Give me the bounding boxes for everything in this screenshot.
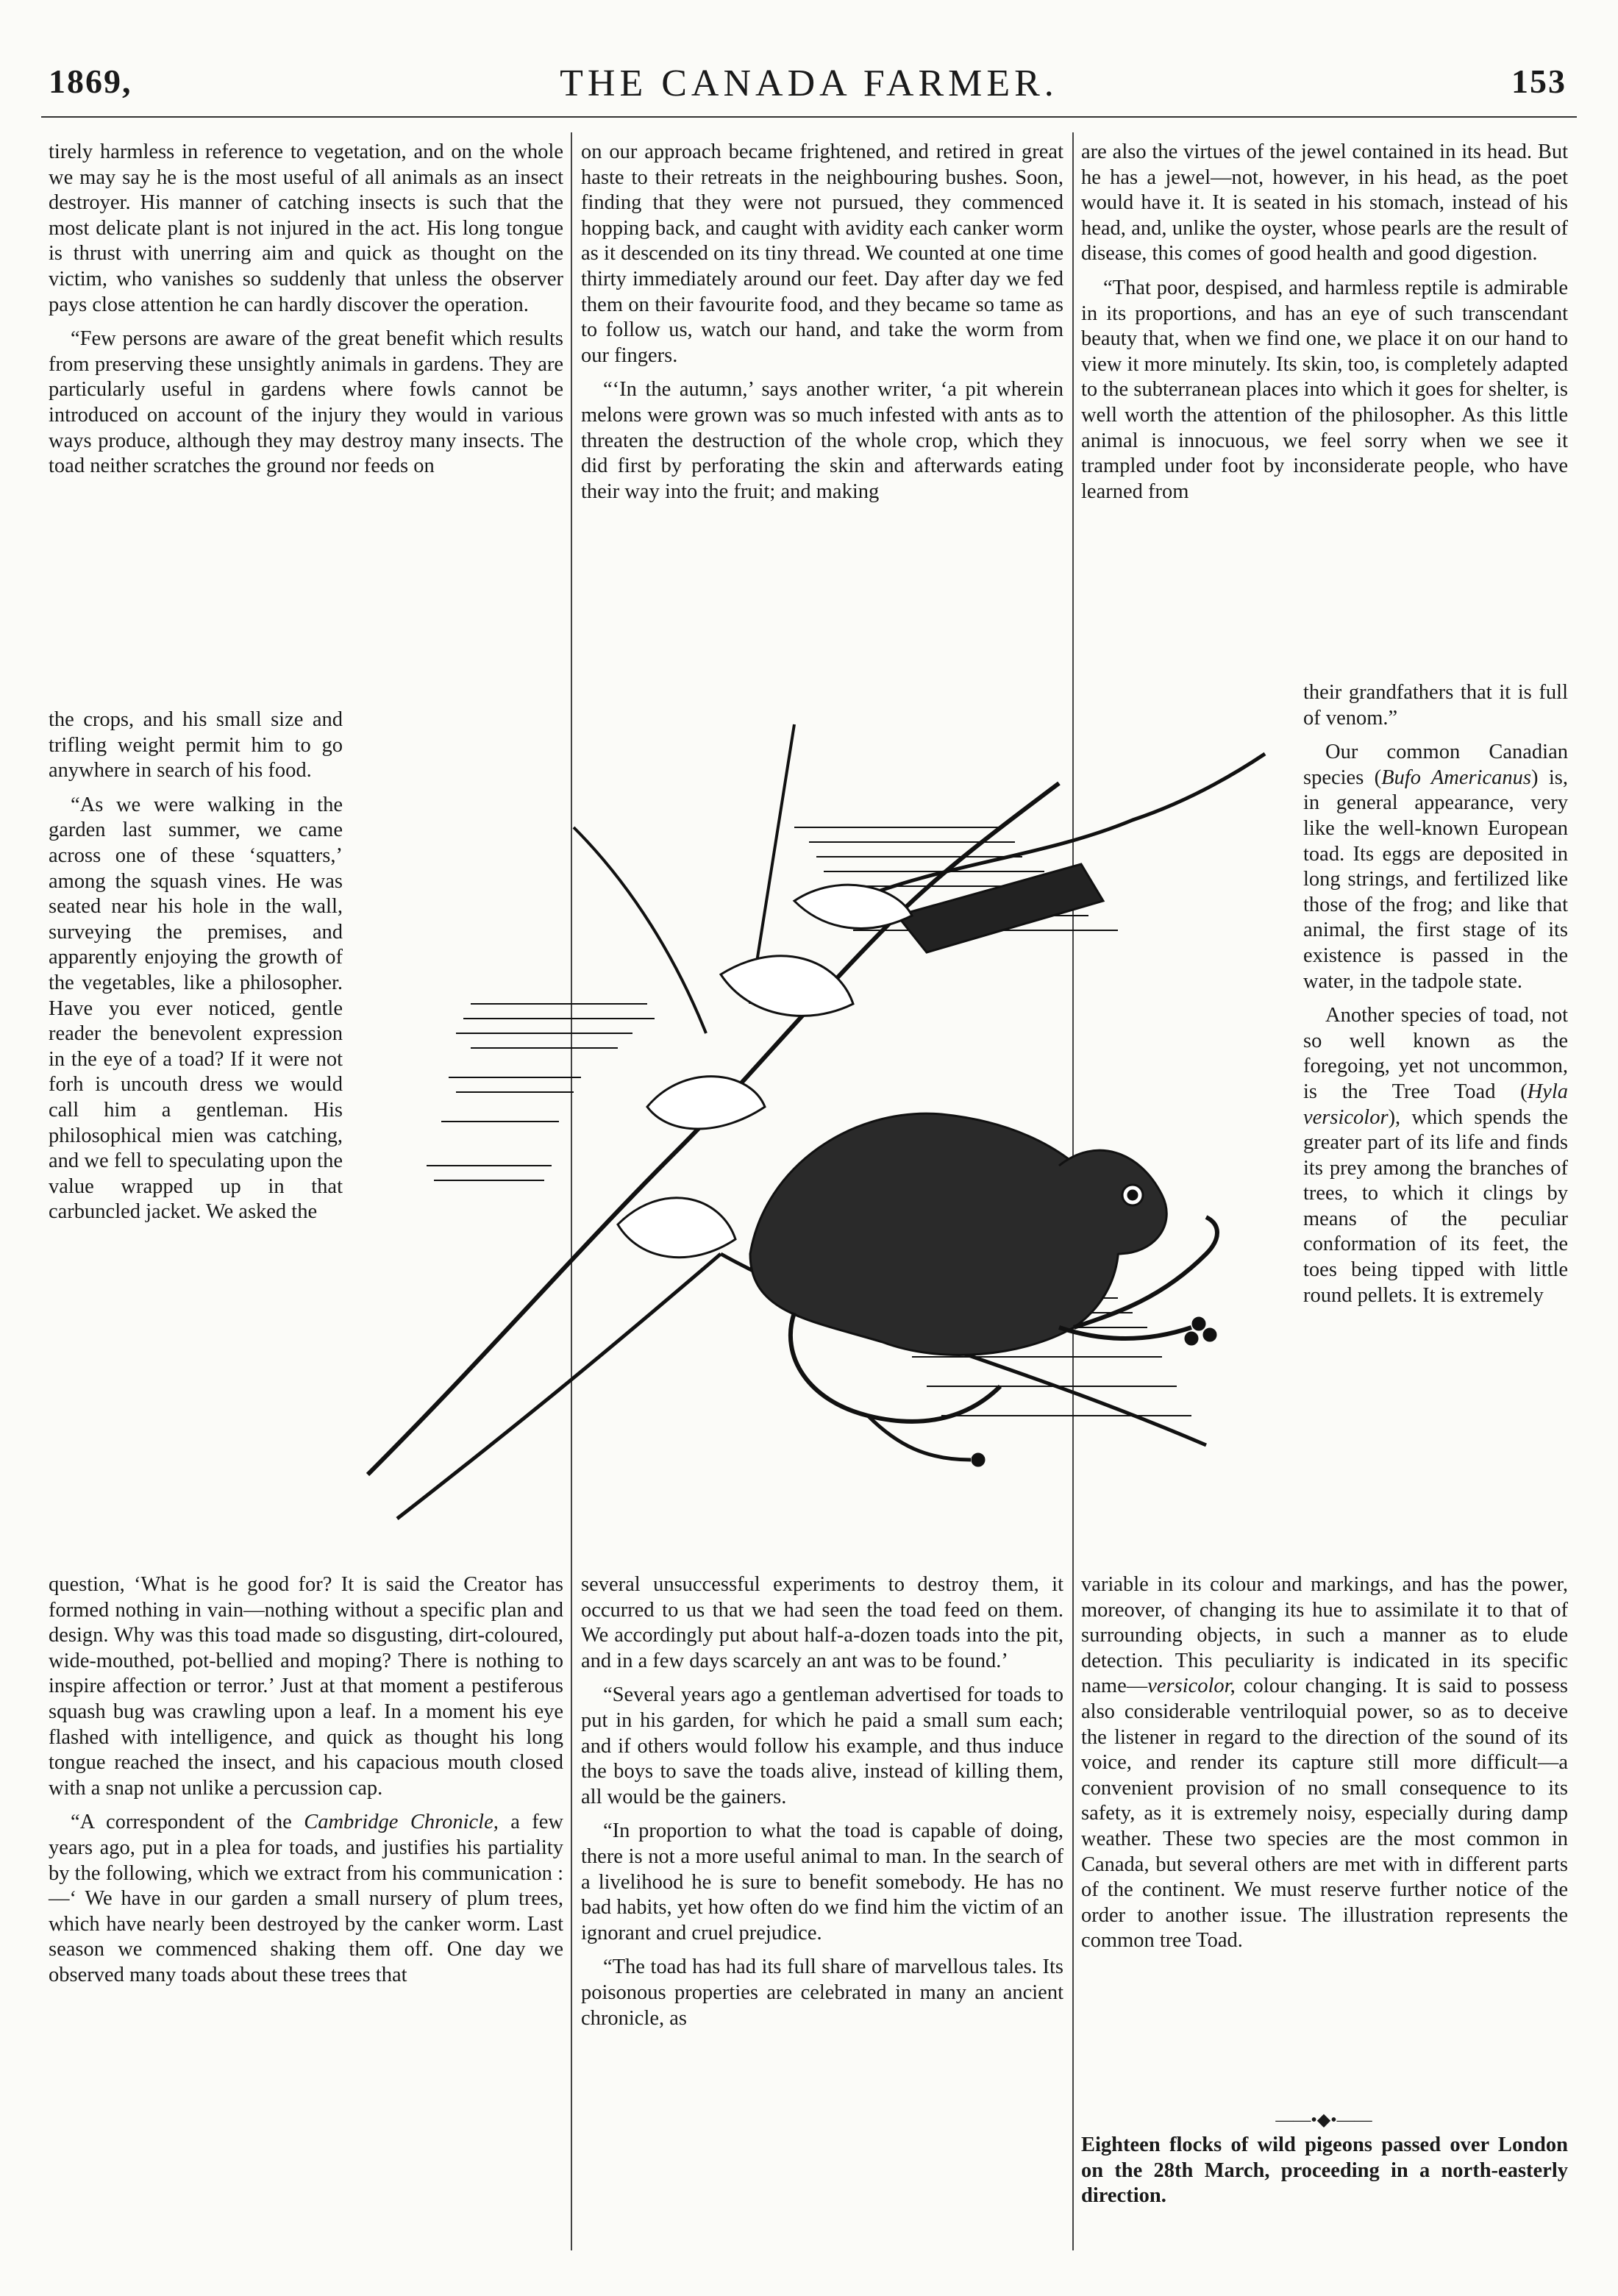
text-run: ), which spends the greater part of its life and finds its prey among the branches of trees, to which it clings by means of the peculiar conformation of its feet, the toes being tipped with little round pellets. It is extremely [1303,1105,1568,1307]
text-run: Our common Canadian species ( [1303,741,1568,789]
paragraph: are also the virtues of the jewel contained in its head. But he has a jewel—not, however, in his head, as the poet would have it. It is seated in his stomach, instead of his head, and, unlike the oyster, whose pearls are the result of disease, this comes of good health and good digestion. [1081,140,1568,265]
paragraph: tirely harmless in reference to vegetation, and on the whole we may say he is the most useful of all animals as an insect destroyer. His manner of catching insects is such that the most delicate plant is not injured in the act. His long tongue is thrust with unerring aim and quick as thought on the victim, who vanishes so suddenly that unless the observer pays close attention he can hardly discover the operation. [49,140,563,316]
paragraph: Eighteen flocks of wild pigeons passed over London on the 28th March, proceeding in a north-easterly direction. [1081,2133,1568,2208]
section-ornament: ——•◆•—— [1275,2111,1372,2130]
text-run: colour changing. It is said to possess also considerable ventriloquial power, so as to deceive the listener in regard to the direction of the sound of its voice, and render its capture still more difficult—a convenient provision of no small consequence to its safety, as it is extremely noisy, especially during damp weather. These two species are the most common in Canada, but several others are met with in different parts of the continent. We must reserve further notice of the order to another issue. The illustration represents the common tree Toad. [1081,1675,1568,1953]
column-1-top [49,140,563,479]
paragraph [1081,1572,1568,1954]
page-number: 153 [1511,63,1567,100]
paragraph: the crops, and his small size and trifling weight permit him to go anywhere in search of his food. [49,708,343,782]
tree-toad-illustration [338,695,1309,1566]
text-run: variable in its colour and markings, and has the power, moreover, of changing its hue to assimilate it to that of surrounding objects, in such a manner as to elude detection. This peculiarity is indicated in its specific name— [1081,1573,1568,1698]
paragraph: “In proportion to what the toad is capable of doing, there is not a more useful animal to man. In the search of a livelihood he is sure to benefit somebody. He has no bad habits, yet how often do we find him the victim of an ignorant and cruel prejudice. [581,1819,1063,1944]
publication-title: Cambridge Chronicle, [304,1811,499,1834]
paragraph: on our approach became frightened, and retired in great haste to their retreats in the neighbouring bushes. Soon, finding that they were not pursued, they commenced hopping back, and caught with avidity each canker worm as it descended on its tiny thread. We counted at one time thirty immediately around our feet. Day after day we fed them on their favourite food, and they became so tame as to follow us, watch our hand, and take the worm from our fingers. [581,140,1063,367]
paragraph: “Several years ago a gentleman advertised for toads to put in his garden, for which he paid a small sum each; and if others would follow his example, and thus induce the boys to save the toads alive, instead of killing them, all would be the gainers. [581,1683,1063,1808]
news-note [1081,2133,1568,2209]
paragraph: “That poor, despised, and harmless reptile is admirable in its proportions, and has an eye of such transcendant beauty that, when we find one, we place it on our hand to view it more minutely. Its skin, too, is completely adapted to the subterranean places into which it goes for shelter, is well worth the attention of the philosopher. As this little animal is innocuous, we feel sorry when we see it trampled under foot by inconsiderate people, who have learned from [1081,276,1568,503]
column-1-bottom [49,1572,563,1989]
paragraph [1303,1003,1568,1308]
paragraph [1303,740,1568,994]
column-2-bottom [581,1572,1063,2031]
column-3-wrap [1303,680,1568,1308]
column-3-top [1081,140,1568,505]
paragraph: several unsuccessful experiments to destroy them, it occurred to us that we had seen the toad feed on them. We accordingly put about half-a-dozen toads into the pit, and in a few days scarcely an ant was to be found.’ [581,1573,1063,1672]
text-run: ) is, in general appearance, very like the well-known European toad. Its eggs are deposited in long strings, and fertilized like those of the frog; and like that animal, the first stage of its existence is passed in the water, in the tadpole state. [1303,766,1568,993]
text-run: Another species of toad, not so well known as the foregoing, yet not uncommon, is the Tree Toad ( [1303,1004,1568,1103]
paragraph [49,1810,563,1988]
paragraph: “As we were walking in the garden last summer, we came across one of these ‘squatters,’ among the squash vines. He was seated near his hole in the wall, surveying the premises, and apparently enjoying the growth of the vegetables, like a philosopher. Have you ever noticed, gentle reader the benevolent expression in the eye of a toad? If it were not forh is uncouth dress we would call him a gentleman. His philosophical mien was catching, and we fell to speculating upon the value wrapped up in that carbuncled jacket. We asked the [49,793,343,1224]
header-year: 1869, [49,63,132,100]
paragraph: “‘In the autumn,’ says another writer, ‘a pit wherein melons were grown was so much infested with ants as to threaten the destruction of the whole crop, which they did first by perforating the skin and afterwards eating their way into the fruit; and making [581,378,1063,503]
header-rule [41,116,1577,118]
column-3-bottom [1081,1572,1568,1954]
paragraph: “Few persons are aware of the great benefit which results from preserving these unsightly animals in gardens. They are particularly useful in gardens where fowls cannot be introduced on account of the injury they would in various ways produce, although they may destroy many insects. The toad neither scratches the ground nor feeds on [49,327,563,478]
text-run: “A correspondent of the [71,1811,292,1834]
paragraph: their grandfathers that it is full of venom.” [1303,681,1568,730]
column-2-top [581,140,1063,505]
paragraph: “The toad has had its full share of marvellous tales. Its poisonous properties are celebrated in many an ancient chronicle, as [581,1955,1063,2030]
species-term: versicolor, [1147,1675,1236,1698]
paragraph: question, ‘What is he good for? It is said the Creator has formed nothing in vain—nothing without a specific plan and design. Why was this toad made so disgusting, dirt-coloured, wide-mouthed, pot-bellied and moping? There is nothing to inspire affection or terror.’ Just at that moment a pestiferous squash bug was crawling upon a leaf. In a moment his eye flashed with intelligence, and quick as thought his long tongue reached the insect, and his capacious mouth closed with a snap not unlike a percussion cap. [49,1573,563,1800]
masthead-title: THE CANADA FARMER. [560,63,1058,104]
species-name: Bufo Americanus [1381,766,1531,789]
species-name: Hyla versicolor [1303,1080,1568,1129]
text-run: a few years ago, put in a plea for toads, and justifies his partiality by the following, which we extract from his communication :—‘ We have in our garden a small nursery of plum trees, which have nearly been destroyed by the canker worm. Last season we commenced shaking them off. One day we observed many toads about these trees that [49,1811,564,1986]
column-1-wrap [49,707,343,1225]
